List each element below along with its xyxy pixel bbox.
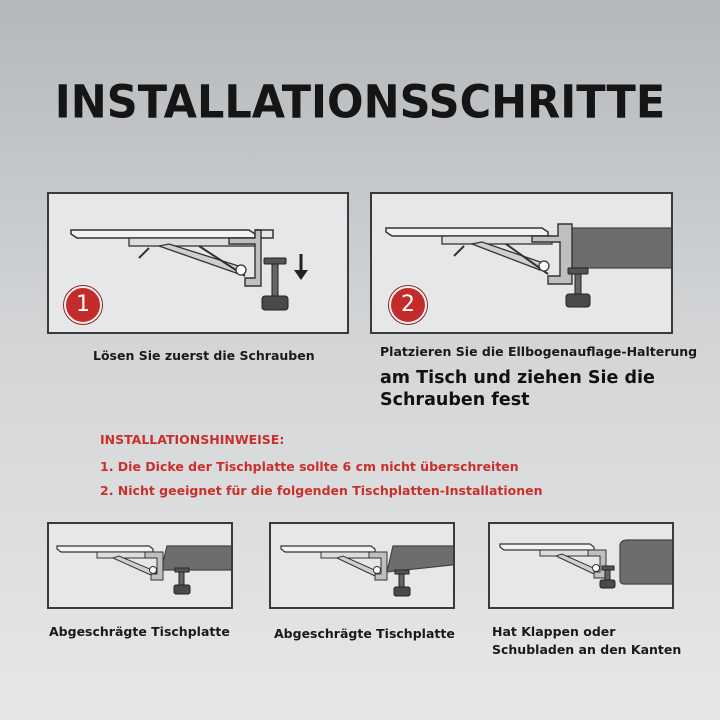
page-title: INSTALLATIONSSCHRITTE [54, 76, 666, 130]
example-1-illustration [47, 522, 233, 609]
step-2-caption-line3: Schrauben fest [380, 390, 530, 410]
step-2-caption-line2: am Tisch und ziehen Sie die [380, 368, 655, 388]
example-1-caption: Abgeschrägte Tischplatte [49, 624, 230, 639]
step-2-illustration [370, 192, 673, 334]
hints-heading: INSTALLATIONSHINWEISE: [100, 432, 285, 447]
step-1-illustration [47, 192, 349, 334]
example-2-caption: Abgeschrägte Tischplatte [274, 626, 455, 641]
example-2-illustration [269, 522, 455, 609]
step-1-caption: Lösen Sie zuerst die Schrauben [93, 348, 315, 363]
step-2-badge: 2 [389, 286, 427, 324]
hint-item-1: 1. Die Dicke der Tischplatte sollte 6 cm nicht überschreiten [100, 459, 519, 474]
example-3-caption-line1: Hat Klappen oder [492, 624, 616, 639]
example-3-illustration [488, 522, 674, 609]
step-1-badge: 1 [64, 286, 102, 324]
hint-item-2: 2. Nicht geeignet für die folgenden Tischplatten-Installationen [100, 483, 543, 498]
example-3-caption-line2: Schubladen an den Kanten [492, 642, 682, 657]
step-2-caption-line1: Platzieren Sie die Ellbogenauflage-Halterung [380, 344, 698, 359]
